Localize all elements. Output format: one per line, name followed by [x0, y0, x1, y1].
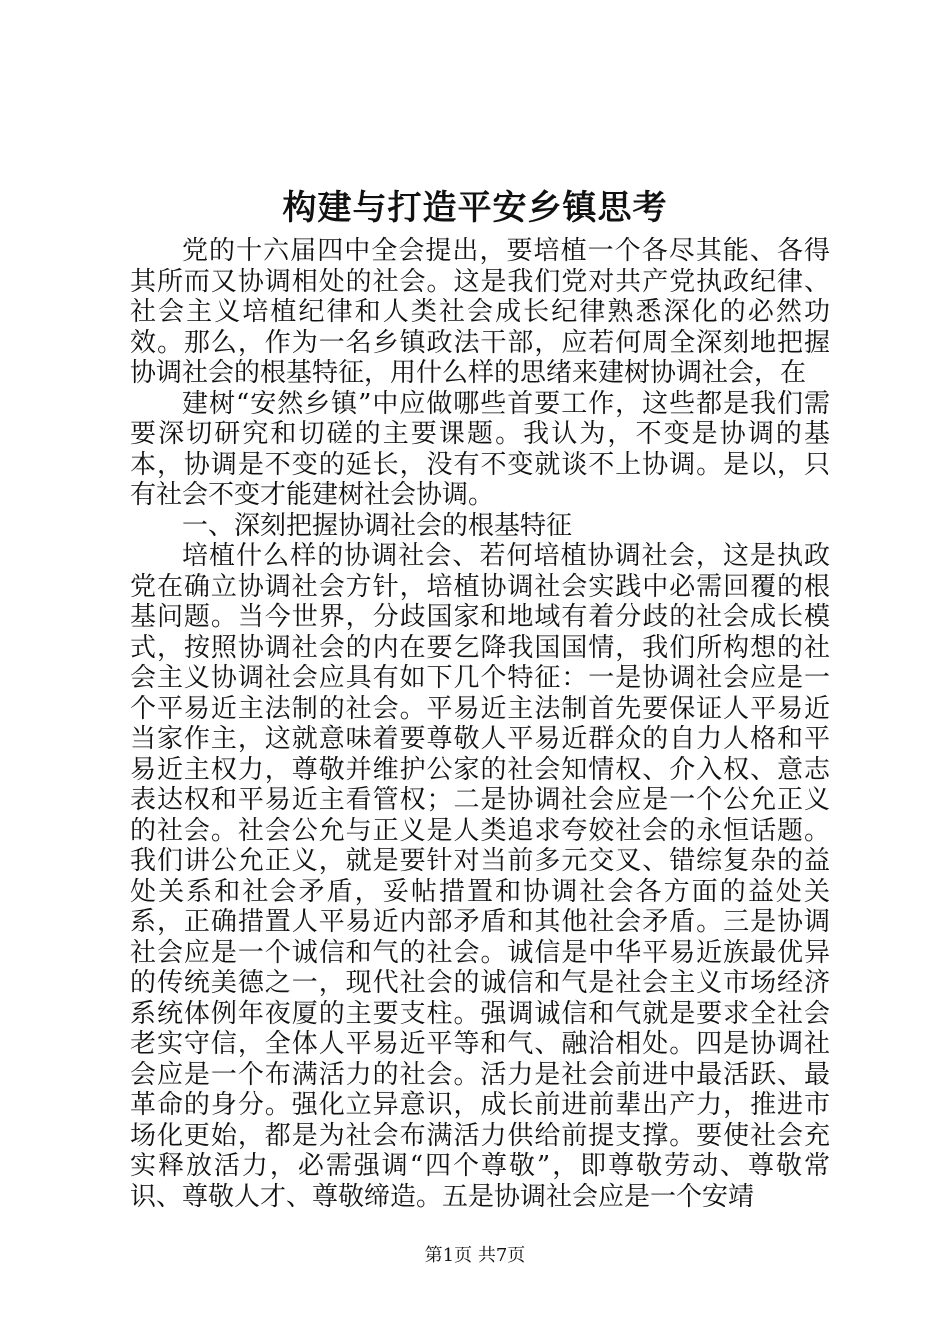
section-heading: 一、深刻把握协调社会的根基特征	[182, 510, 573, 541]
document-title: 构建与打造平安乡镇思考	[282, 188, 668, 228]
page-number-footer: 第1页 共7页	[424, 1245, 526, 1266]
document-body	[130, 236, 830, 1212]
paragraph: 党的十六届四中全会提出，要培植一个各尽其能、各得其所而又协调相处的社会。这是我们党对共产党执政纪律、社会主义培植纪律和人类社会成长纪律熟悉深化的必然功效。那么，作为一名乡镇政法干部，应若何周全深刻地把握协调社会的根基特征，用什么样的思绪来建树协调社会，在	[130, 236, 830, 388]
paragraph: 建树“安然乡镇”中应做哪些首要工作，这些都是我们需要深切研究和切磋的主要课题。我认为，不变是协调的基本，协调是不变的延长，没有不变就谈不上协调。是以，只有社会不变才能建树社会协调。	[130, 388, 830, 510]
paragraph: 培植什么样的协调社会、若何培植协调社会，这是执政党在确立协调社会方针，培植协调社会实践中必需回覆的根基问题。当今世界，分歧国家和地域有着分歧的社会成长模式，按照协调社会的内在要乞降我国国情，我们所构想的社会主义协调社会应具有如下几个特征：一是协调社会应是一个平易近主法制的社会。平易近主法制首先要保证人平易近当家作主，这就意味着要尊敬人平易近群众的自力人格和平易近主权力，尊敬并维护公家的社会知情权、介入权、意志表达权和平易近主看管权；二是协调社会应是一个公允正义的社会。社会公允与正义是人类追求夸姣社会的永恒话题。我们讲公允正义，就是要针对当前多元交叉、错综复杂的益处关系和社会矛盾，妥帖措置和协调社会各方面的益处关系，正确措置人平易近内部矛盾和其他社会矛盾。三是协调社会应是一个诚信和气的社会。诚信是中华平易近族最优异的传统美德之一，现代社会的诚信和气是社会主义市场经济系统体例年夜厦的主要支柱。强调诚信和气就是要求全社会老实守信，全体人平易近平等和气、融洽相处。四是协调社会应是一个布满活力的社会。活力是社会前进中最活跃、最革命的身分。强化立异意识，成长前进前辈出产力，推进市场化更始，都是为社会布满活力供给前提支撑。要使社会充实释放活力，必需强调“四个尊敬”，即尊敬劳动、尊敬常识、尊敬人才、尊敬缔造。五是协调社会应是一个安靖	[130, 541, 830, 1212]
